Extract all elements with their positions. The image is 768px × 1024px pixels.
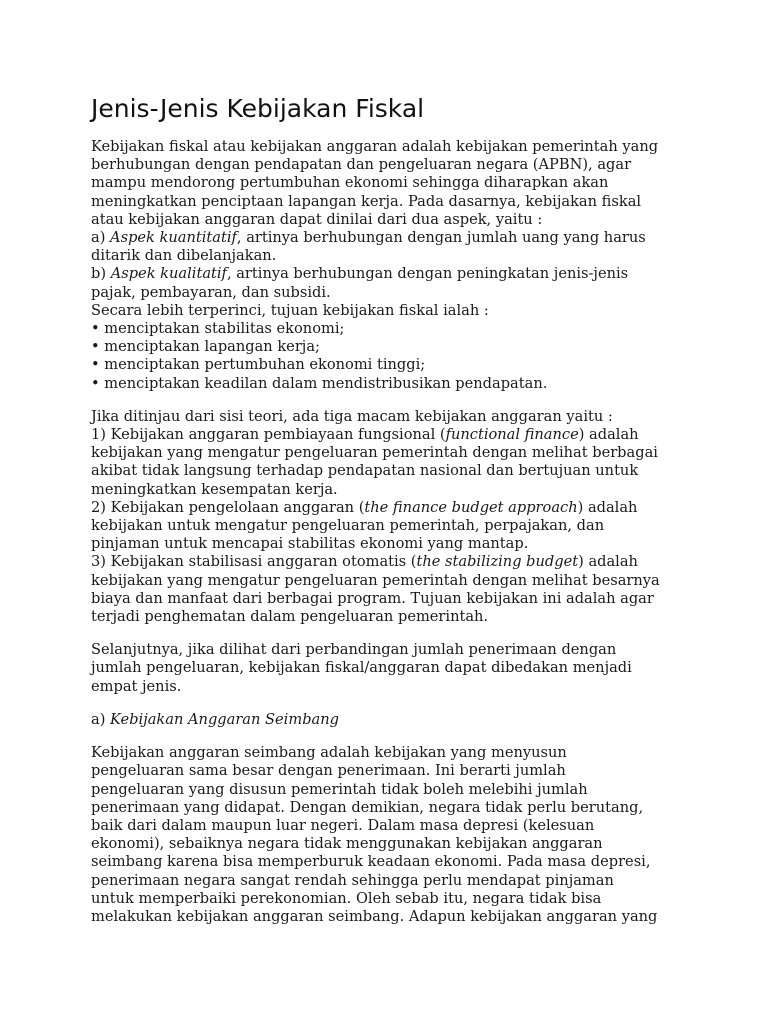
subheading-line [91, 711, 691, 729]
text-line: meningkatkan kesempatan kerja. [91, 480, 338, 498]
aspect-a-line [91, 229, 691, 247]
theory-term: functional finance [445, 426, 579, 444]
text-line: jumlah pengeluaran, kebijakan fiskal/anggaran dapat dibedakan menjadi [91, 659, 632, 677]
text-line: penerimaan negara sangat rendah sehingga perlu mendapat pinjaman [91, 871, 614, 889]
text-line: melakukan kebijakan anggaran seimbang. Adapun kebijakan anggaran yang [91, 907, 658, 925]
text-line: ekonomi), sebaiknya negara tidak menggunakan kebijakan anggaran [91, 835, 603, 853]
text-line: pengeluaran sama besar dengan penerimaan. Ini berarti jumlah [91, 762, 566, 780]
goal-item: • menciptakan stabilitas ekonomi; [91, 320, 345, 338]
text-line: penerimaan yang didapat. Dengan demikian, negara tidak perlu berutang, [91, 798, 644, 816]
text-line: seimbang karena bisa memperburuk keadaan ekonomi. Pada masa depresi, [91, 853, 651, 871]
text-span: 2) Kebijakan pengelolaan anggaran ( [91, 498, 365, 516]
paragraph-gap [91, 696, 691, 711]
text-line: kebijakan untuk mengatur pengeluaran pemerintah, perpajakan, dan [91, 517, 605, 535]
paragraph-gap [91, 626, 691, 641]
text-line: akibat tidak langsung terhadap pendapatan nasional dan bertujuan untuk [91, 462, 639, 480]
text-line: pengeluaran yang disusun pemerintah tidak boleh melebihi jumlah [91, 780, 588, 798]
document-body [91, 138, 691, 926]
text-span: ) adalah [578, 426, 639, 444]
text-line: untuk memperbaiki perekonomian. Oleh sebab itu, negara tidak bisa [91, 889, 602, 907]
text-line: terjadi penghematan dalam pengeluaran pemerintah. [91, 608, 489, 626]
text-line: Selanjutnya, jika dilihat dari perbandingan jumlah penerimaan dengan [91, 641, 617, 659]
text-line: empat jenis. [91, 677, 182, 695]
theory-item-1 [91, 426, 691, 444]
theory-item-3 [91, 553, 691, 571]
list-marker: b) [91, 265, 111, 283]
text-line: mampu mendorong pertumbuhan ekonomi sehingga diharapkan akan [91, 174, 609, 192]
text-line: baik dari dalam maupun luar negeri. Dalam masa depresi (kelesuan [91, 816, 595, 834]
aspect-desc: , artinya berhubungan dengan peningkatan jenis-jenis [226, 265, 629, 283]
text-line: Kebijakan fiskal atau kebijakan anggaran adalah kebijakan pemerintah yang [91, 138, 659, 155]
text-span: ) adalah [577, 498, 638, 516]
theory-term: the finance budget approach [364, 498, 578, 516]
text-line: pajak, pembayaran, dan subsidi. [91, 283, 331, 301]
text-line: Kebijakan anggaran seimbang adalah kebijakan yang menyusun [91, 744, 567, 762]
paragraph-gap [91, 729, 691, 744]
list-marker: a) [91, 710, 111, 728]
text-line: meningkatkan penciptaan lapangan kerja. Pada dasarnya, kebijakan fiskal [91, 192, 642, 210]
paragraph-intro [91, 138, 691, 393]
theory-item-2 [91, 499, 691, 517]
goal-item: • menciptakan keadilan dalam mendistribusikan pendapatan. [91, 374, 548, 392]
theory-term: the stabilizing budget [416, 553, 579, 571]
text-line: berhubungan dengan pendapatan dan pengeluaran negara (APBN), agar [91, 156, 632, 174]
paragraph-gap [91, 393, 691, 408]
aspect-term: Aspek kuantitatif [110, 229, 237, 247]
goals-intro: Secara lebih terperinci, tujuan kebijakan fiskal ialah : [91, 301, 489, 319]
text-line: kebijakan yang mengatur pengeluaran pemerintah dengan melihat besarnya [91, 571, 660, 589]
aspect-term: Aspek kualitatif [110, 265, 227, 283]
text-span: 3) Kebijakan stabilisasi anggaran otomatis ( [91, 553, 417, 571]
paragraph-balanced-budget [91, 744, 691, 926]
subheading-term: Kebijakan Anggaran Seimbang [110, 710, 339, 728]
text-line: biaya dan manfaat dari berbagai program. Tujuan kebijakan ini adalah agar [91, 589, 654, 607]
subheading-balanced-budget [91, 711, 691, 729]
text-line: atau kebijakan anggaran dapat dinilai dari dua aspek, yaitu : [91, 210, 543, 228]
text-line: kebijakan yang mengatur pengeluaran pemerintah dengan melihat berbagai [91, 444, 658, 462]
text-line: Jika ditinjau dari sisi teori, ada tiga macam kebijakan anggaran yaitu : [91, 407, 613, 425]
document-page [91, 92, 691, 926]
page-title: Jenis-Jenis Kebijakan Fiskal [91, 94, 425, 123]
list-marker: a) [91, 229, 111, 247]
goal-item: • menciptakan lapangan kerja; [91, 338, 320, 356]
text-span: 1) Kebijakan anggaran pembiayaan fungsional ( [91, 426, 446, 444]
text-span: ) adalah [578, 553, 638, 571]
paragraph-types [91, 641, 691, 696]
paragraph-theory [91, 408, 691, 626]
goal-item: • menciptakan pertumbuhan ekonomi tinggi; [91, 356, 426, 374]
aspect-desc: , artinya berhubungan dengan jumlah uang yang harus [236, 229, 646, 247]
text-line: ditarik dan dibelanjakan. [91, 247, 277, 265]
text-line: pinjaman untuk mencapai stabilitas ekonomi yang mantap. [91, 535, 529, 553]
aspect-b-line [91, 265, 691, 283]
